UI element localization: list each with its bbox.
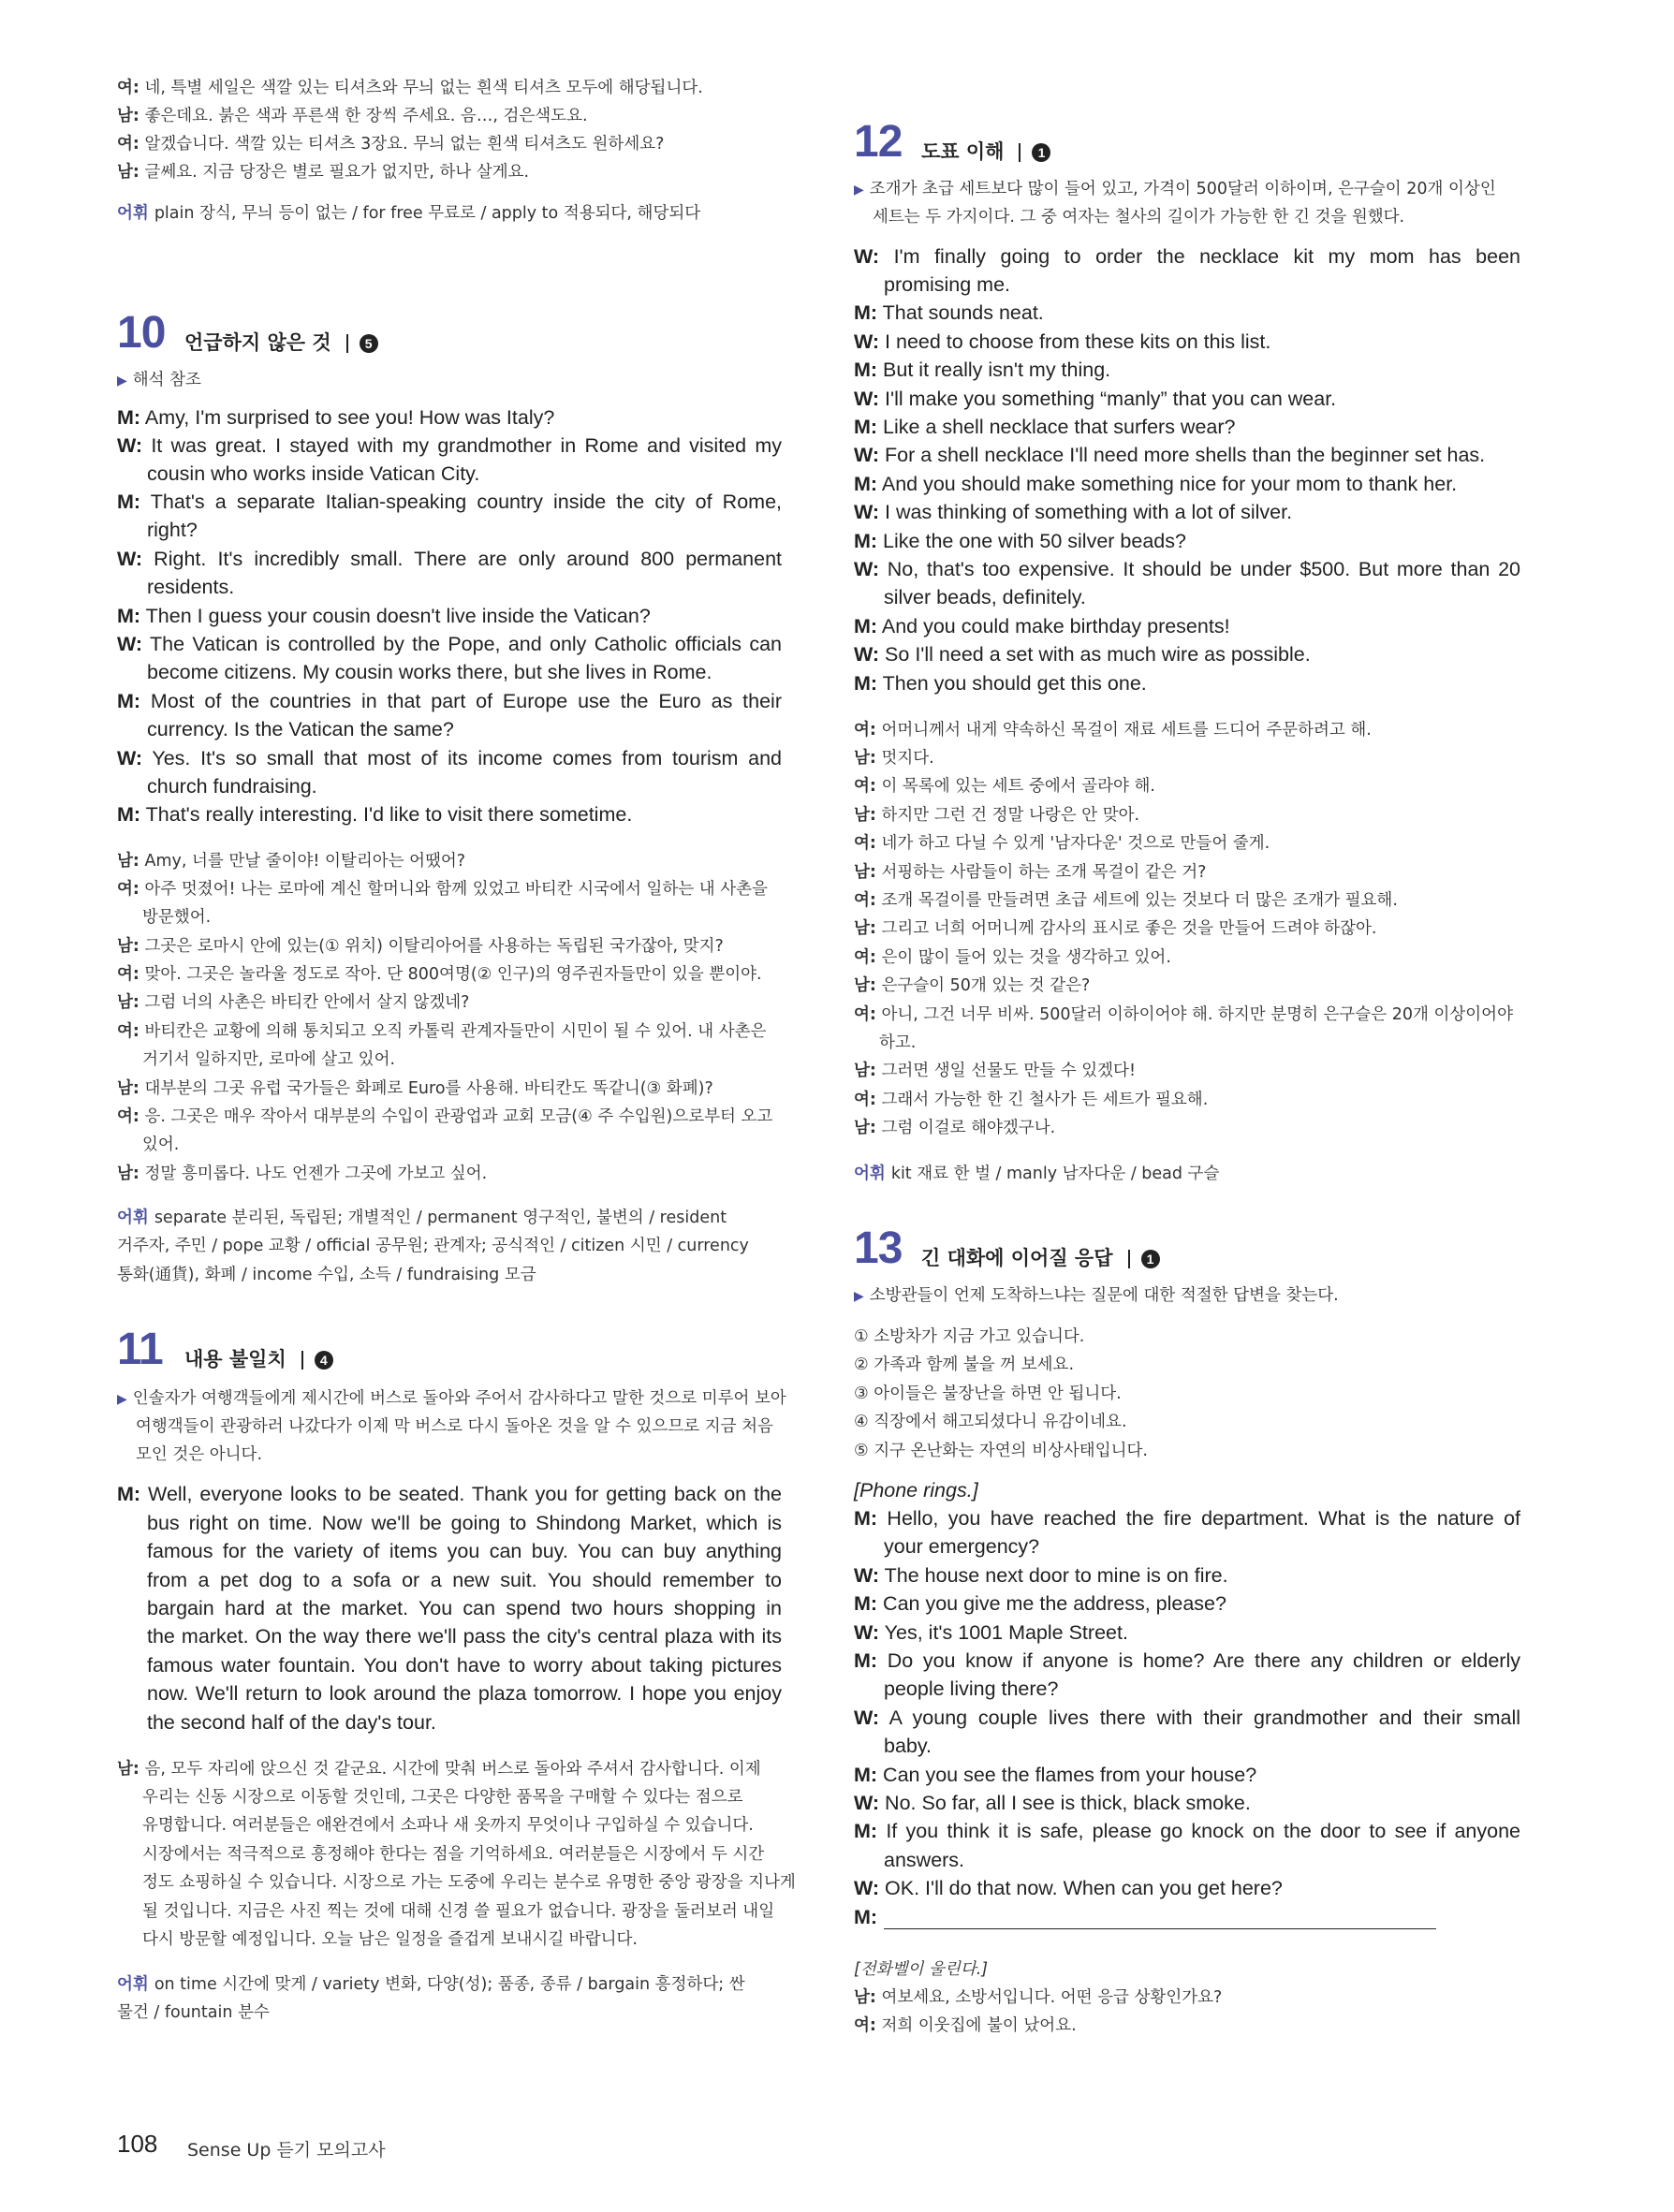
speaker-label: M: <box>854 1649 878 1672</box>
note-text: 조개가 초급 세트보다 많이 들어 있고, 가격이 500달러 이하이며, 은구슬이 20개 이상인 <box>869 180 1496 198</box>
speaker-label: 여: <box>854 721 876 740</box>
speaker-label: M: <box>117 406 141 429</box>
dialogue-line: M: Most of the countries in that part of Europe use the Euro as their <box>117 690 782 712</box>
dialogue-line: W: I'll make you something “manly” that you can wear. <box>854 388 1337 410</box>
translation-line: 여: 알겠습니다. 색깔 있는 티셔츠 3장요. 무늬 없는 흰색 티셔츠도 원하세요? <box>117 135 665 154</box>
dialogue-line: silver beads, definitely. <box>884 586 1086 608</box>
divider <box>346 334 348 353</box>
translation-line: 남: 그럼 이걸로 해야겠구나. <box>854 1119 1056 1137</box>
q12-vocab <box>854 1161 1520 1184</box>
dialogue-line: W: I'm finally going to order the necklace kit my mom has been <box>854 245 1520 268</box>
speaker-label: W: <box>117 747 143 769</box>
answer-blank[interactable] <box>884 1928 1436 1929</box>
question-title: 도표 이해 <box>921 140 1005 163</box>
translation-line: 여: 어머니께서 내게 약속하신 목걸이 재료 세트를 드디어 주문하려고 해. <box>854 721 1372 740</box>
dialogue-line: W: No. So far, all I see is thick, black smoke. <box>854 1792 1251 1814</box>
dialogue-line: currency. Is the Vatican the same? <box>147 718 454 740</box>
q13-header <box>854 1223 1322 1279</box>
page-footer: Sense Up 듣기 모의고사 <box>187 2140 386 2161</box>
dialogue-line: the second half of the day's tour. <box>147 1711 436 1734</box>
question-number: 11 <box>117 1325 163 1374</box>
speaker-label: W: <box>854 444 880 466</box>
speaker-label: 여: <box>854 891 876 910</box>
speaker-label: M: <box>117 690 141 712</box>
dialogue-line: promising me. <box>884 273 1011 296</box>
question-title: 내용 불일치 <box>184 1348 286 1370</box>
answer-badge: 4 <box>315 1351 333 1370</box>
vocab-line <box>117 1971 782 1995</box>
translation-line: 남: 그곳은 로마시 안에 있는(① 위치) 이탈리아어를 사용하는 독립된 국가잖아, 맞지? <box>117 937 724 956</box>
speaker-label: W: <box>854 643 880 666</box>
speaker-label: 남: <box>854 749 876 768</box>
speaker-label: W: <box>117 633 143 655</box>
dialogue-line: W: I was thinking of something with a lot of silver. <box>854 501 1293 523</box>
speaker-label: M: <box>854 416 878 438</box>
vocab-line: 통화(通貨), 화폐 / income 수입, 소득 / fundraising 모금 <box>117 1266 536 1284</box>
dialogue-line: famous for the variety of items you can buy. You can buy anything <box>147 1540 782 1562</box>
option-item: ⑤ 지구 온난화는 자연의 비상사태입니다. <box>854 1442 1148 1460</box>
dialogue-line: people living there? <box>884 1677 1059 1700</box>
dialogue-line: W: Yes. It's so small that most of its income comes from tourism and <box>117 747 782 769</box>
speaker-label: W: <box>854 245 880 268</box>
dialogue-line: M: Can you give me the address, please? <box>854 1592 1226 1615</box>
note-text: 세트는 두 가지이다. 그 중 여자는 철사의 길이가 가능한 한 긴 것을 원했다. <box>873 208 1405 227</box>
vocab-tag: 어휘 <box>117 204 149 223</box>
divider <box>1128 1250 1130 1268</box>
speaker-label: 여: <box>854 1091 876 1109</box>
speaker-label: 남: <box>117 107 140 125</box>
speaker-label: M: <box>854 672 878 695</box>
speaker-label: W: <box>854 1621 880 1644</box>
translation-line: 남: 대부분의 그곳 유럽 국가들은 화폐로 Euro를 사용해. 바티칸도 똑같니(③ 화폐)? <box>117 1079 713 1098</box>
speaker-label: 남: <box>117 1079 140 1098</box>
dialogue-line: the market. On the way there we'll pass the city's central plaza with its <box>147 1625 782 1648</box>
translation-line: 남: 글쎄요. 지금 당장은 별로 필요가 없지만, 하나 살게요. <box>117 163 530 182</box>
translation-line: 여: 아주 멋졌어! 나는 로마에 계신 할머니와 함께 있었고 바티칸 시국에서 일하는 내 사촌을 <box>117 880 768 899</box>
question-title: 긴 대화에 이어질 응답 <box>921 1247 1113 1269</box>
speaker-label: M: <box>854 1764 878 1786</box>
vocab-text: on time 시간에 맞게 / variety 변화, 다양(성); 품종, 종류 / bargain 흥정하다; 싼 <box>154 1975 745 1994</box>
speaker-label: 여: <box>117 135 140 154</box>
translation-line: 정도 쇼핑하실 수 있습니다. 시장으로 가는 도중에 우리는 분수로 유명한 중앙 광장을 지나게 <box>142 1873 796 1892</box>
speaker-label: W: <box>854 1564 880 1587</box>
speaker-label: W: <box>854 388 880 410</box>
q13-note <box>854 1282 1520 1306</box>
speaker-label: 여: <box>854 834 876 853</box>
translation-line: 남: 그러면 생일 선물도 만들 수 있겠다! <box>854 1062 1136 1080</box>
translation-line: 여: 은이 많이 들어 있는 것을 생각하고 있어. <box>854 948 1171 967</box>
page-number: 108 <box>117 2130 158 2158</box>
dialogue-line: M: Then I guess your cousin doesn't live inside the Vatican? <box>117 605 651 627</box>
translation-line: 우리는 신동 시장으로 이동할 것인데, 그곳은 다양한 품목을 구매할 수 있다는 점으로 <box>142 1788 743 1807</box>
speaker-label: W: <box>854 330 880 353</box>
option-item: ④ 직장에서 해고되셨다니 유감이네요. <box>854 1413 1127 1431</box>
dialogue-line: M: And you should make something nice for your mom to thank her. <box>854 473 1458 495</box>
dialogue-line: become citizens. My cousin works there, but she lives in Rome. <box>147 661 712 683</box>
dialogue-line: church fundraising. <box>147 775 317 798</box>
question-title: 언급하지 않은 것 <box>184 331 331 354</box>
speaker-label: M: <box>854 359 878 381</box>
translation-line: 남: 그럼 너의 사촌은 바티칸 안에서 살지 않겠네? <box>117 993 470 1012</box>
vocab-text: kit 재료 한 벌 / manly 남자다운 / bead 구슬 <box>890 1165 1220 1183</box>
translation-line: 다시 방문할 예정입니다. 오늘 남은 일정을 즐겁게 보내시길 바랍니다. <box>142 1930 638 1949</box>
speaker-label: M: <box>854 1906 878 1928</box>
translation-line: 남: 음, 모두 자리에 앉으신 것 같군요. 시간에 맞춰 버스로 돌아와 주셔서 감사합니다. 이제 <box>117 1760 761 1779</box>
dialogue-line: W: It was great. I stayed with my grandmother in Rome and visited my <box>117 434 782 457</box>
vocab-line: 물건 / fountain 분수 <box>117 2003 270 2022</box>
dialogue-line: from a pet dog to a sofa or a new suit. You should remember to <box>147 1569 782 1591</box>
vocab-line: 거주자, 주민 / pope 교황 / official 공무원; 관계자; 공식적인 / citizen 시민 / currency <box>117 1237 749 1255</box>
speaker-label: 남: <box>854 976 876 995</box>
dialogue-line: W: OK. I'll do that now. When can you get here? <box>854 1877 1283 1899</box>
option-item: ③ 아이들은 불장난을 하면 안 됩니다. <box>854 1384 1122 1403</box>
note-text: 여행객들이 관광하러 나갔다가 이제 막 버스로 다시 돌아온 것을 알 수 있으므로 지금 처음 <box>136 1417 773 1436</box>
translation-line: 유명합니다. 여러분들은 애완견에서 소파나 새 옷까지 무엇이나 구입하실 수 있습니다. <box>142 1816 754 1835</box>
question-number: 12 <box>854 117 903 167</box>
note-text: 모인 것은 아니다. <box>136 1445 263 1464</box>
answer-badge: 1 <box>1032 143 1050 162</box>
note-text: 소방관들이 언제 도착하느냐는 질문에 대한 적절한 답변을 찾는다. <box>869 1286 1339 1305</box>
speaker-label: W: <box>117 434 143 457</box>
q11-header <box>117 1327 492 1380</box>
translation-line: 시장에서는 적극적으로 흥정해야 한다는 점을 기억하세요. 여러분들은 시장에서 두 시간 <box>142 1845 765 1864</box>
triangle-icon: ▶ <box>117 374 127 388</box>
dialogue-line: your emergency? <box>884 1535 1040 1558</box>
translation-line: 여: 아니, 그건 너무 비싸. 500달러 이하이어야 해. 하지만 분명히 은구슬은 20개 이상이어야 <box>854 1005 1513 1024</box>
translation-line: 남: 정말 흥미롭다. 나도 언젠가 그곳에 가보고 싶어. <box>117 1165 488 1183</box>
dialogue-line: M: Like a shell necklace that surfers wear? <box>854 416 1236 438</box>
dialogue-line: W: So I'll need a set with as much wire as possible. <box>854 643 1311 666</box>
speaker-label: 여: <box>854 1005 876 1024</box>
speaker-label: 여: <box>117 1022 140 1041</box>
translation-line: 여: 응. 그곳은 매우 작아서 대부분의 수입이 관광업과 교회 모금(④ 주 수입원)으로부터 오고 <box>117 1107 773 1126</box>
translation-line: 여: 조개 목걸이를 만들려면 초급 세트에 있는 것보다 더 많은 조개가 필요해. <box>854 891 1398 910</box>
dialogue-line: W: The house next door to mine is on fire. <box>854 1564 1228 1587</box>
triangle-icon: ▶ <box>117 1392 127 1407</box>
translation-line: 여: 이 목록에 있는 세트 중에서 골라야 해. <box>854 777 1155 796</box>
translation-line: 남: 은구슬이 50개 있는 것 같은? <box>854 976 1091 995</box>
dialogue-line: M: That's a separate Italian-speaking country inside the city of Rome, <box>117 491 782 513</box>
q10-note <box>117 367 782 390</box>
answer-badge: 5 <box>360 334 378 353</box>
divider <box>301 1351 303 1370</box>
question-number: 10 <box>117 308 166 358</box>
translation-line: 여: 저희 이웃집에 불이 났어요. <box>854 2016 1077 2035</box>
dialogue-line: M: That sounds neat. <box>854 301 1044 324</box>
vocab-tag: 어휘 <box>854 1165 886 1183</box>
option-item: ② 가족과 함께 불을 꺼 보세요. <box>854 1355 1075 1374</box>
dialogue-line: famous water fountain. You don't have to worry about taking pictures <box>147 1654 782 1677</box>
dialogue-line: W: I need to choose from these kits on this list. <box>854 330 1271 353</box>
speaker-label: 여: <box>117 880 140 899</box>
speaker-label: 남: <box>117 852 140 871</box>
dialogue-line: M: Well, everyone looks to be seated. Thank you for getting back on the <box>117 1483 782 1505</box>
dialogue-line: baby. <box>884 1735 932 1757</box>
translation-line: 여: 맞아. 그곳은 놀라울 정도로 작아. 단 800여명(② 인구)의 영주권자들만이 있을 뿐이야. <box>117 965 762 984</box>
speaker-label: 남: <box>854 863 876 882</box>
vocab-tag: 어휘 <box>117 1975 149 1994</box>
speaker-label: 남: <box>854 1119 876 1137</box>
speaker-label: W: <box>854 501 880 523</box>
dialogue-line: bus right on time. Now we'll be going to Shindong Market, which is <box>147 1512 782 1534</box>
q10-header <box>117 308 492 363</box>
vocab-text: separate 분리된, 독립된; 개별적인 / permanent 영구적인, 불변의 / resident <box>154 1209 727 1227</box>
speaker-label: M: <box>854 473 878 495</box>
speaker-label: 여: <box>854 2016 876 2035</box>
translation-line: 있어. <box>142 1135 180 1154</box>
speaker-label: 남: <box>854 806 876 825</box>
dialogue-line: M: Hello, you have reached the fire department. What is the nature of <box>854 1507 1520 1530</box>
speaker-label: 남: <box>117 1760 140 1779</box>
speaker-label: 남: <box>117 163 140 182</box>
dialogue-line: residents. <box>147 576 235 598</box>
dialogue-line: M: Then you should get this one. <box>854 672 1147 695</box>
translation-line: 여: 네, 특별 세일은 색깔 있는 티셔츠와 무늬 없는 흰색 티셔츠 모두에 해당됩니다. <box>117 79 703 97</box>
dialogue-line: M: Can you see the flames from your house? <box>854 1764 1257 1786</box>
vocab-text: plain 장식, 무늬 등이 없는 / for free 무료로 / apply to 적용되다, 해당되다 <box>154 204 701 223</box>
speaker-label: 남: <box>854 919 876 938</box>
triangle-icon: ▶ <box>854 1289 864 1304</box>
dialogue-line: cousin who works inside Vatican City. <box>147 462 480 485</box>
speaker-label: M: <box>854 301 878 324</box>
translation-line: 방문했어. <box>142 908 212 927</box>
speaker-label: 여: <box>117 79 140 97</box>
speaker-label: 여: <box>854 948 876 967</box>
translation-line: 남: Amy, 너를 만날 줄이야! 이탈리아는 어땠어? <box>117 852 466 871</box>
dialogue-line: M: Like the one with 50 silver beads? <box>854 530 1186 552</box>
speaker-label: M: <box>117 491 141 513</box>
divider <box>1019 143 1021 162</box>
translation-line: 남: 여보세요, 소방서입니다. 어떤 응급 상황인가요? <box>854 1988 1223 2007</box>
dialogue-line: W: Right. It's incredibly small. There are only around 800 permanent <box>117 548 782 570</box>
dialogue-line: answers. <box>884 1849 965 1871</box>
translation-line: 하고. <box>879 1033 917 1052</box>
speaker-label: 남: <box>117 1165 140 1183</box>
translation-line: 남: 서핑하는 사람들이 하는 조개 목걸이 같은 거? <box>854 863 1207 882</box>
speaker-label: 남: <box>854 1988 876 2007</box>
speaker-label: W: <box>854 1707 880 1729</box>
translation-line: 남: 그리고 너희 어머니께 감사의 표시로 좋은 것을 만들어 드려야 하잖아. <box>854 919 1377 938</box>
dialogue-line: bargain hard at the market. You can spend two hours shopping in <box>147 1597 782 1619</box>
speaker-label: W: <box>854 558 880 580</box>
vocab-line <box>117 1205 782 1228</box>
vocab-line <box>117 200 782 224</box>
speaker-label: 여: <box>854 777 876 796</box>
speaker-label: W: <box>854 1877 880 1899</box>
speaker-label: M: <box>854 1820 878 1842</box>
dialogue-line: M: If you think it is safe, please go knock on the door to see if anyone <box>854 1820 1520 1842</box>
translation-line: 남: 좋은데요. 붉은 색과 푸른색 한 장씩 주세요. 음…, 검은색도요. <box>117 107 588 125</box>
speaker-label: M: <box>854 615 878 637</box>
dialogue-line: W: No, that's too expensive. It should be under $500. But more than 20 <box>854 558 1520 580</box>
option-item: ① 소방차가 지금 가고 있습니다. <box>854 1327 1085 1346</box>
dialogue-line: M: Do you know if anyone is home? Are there any children or elderly <box>854 1649 1520 1672</box>
note-text: 인솔자가 여행객들에게 제시간에 버스로 돌아와 주어서 감사하다고 말한 것으로 미루어 보아 <box>132 1389 786 1408</box>
speaker-label: 남: <box>117 937 140 956</box>
vocab-tag: 어휘 <box>117 1209 149 1227</box>
q12-header <box>854 117 1228 172</box>
translation-line: 여: 네가 하고 다닐 수 있게 '남자다운' 것으로 만들어 줄게. <box>854 834 1270 853</box>
speaker-label: M: <box>117 1483 141 1505</box>
stage-direction: [Phone rings.] <box>854 1479 978 1502</box>
translation-line: 남: 하지만 그런 건 정말 나랑은 안 맞아. <box>854 806 1140 825</box>
question-number: 13 <box>854 1223 903 1273</box>
note-text: 해석 참조 <box>132 371 201 389</box>
dialogue-line <box>854 1906 1520 1929</box>
translation-line: 될 것입니다. 지금은 사진 찍는 것에 대해 신경 쓸 필요가 없습니다. 광장을 둘러보러 내일 <box>142 1902 775 1921</box>
dialogue-line: W: A young couple lives there with their grandmother and their small <box>854 1707 1520 1729</box>
translation-line: 남: 멋지다. <box>854 749 934 768</box>
triangle-icon: ▶ <box>854 183 864 198</box>
stage-direction: [전화벨이 울린다.] <box>854 1960 989 1979</box>
dialogue-line: right? <box>147 519 198 541</box>
dialogue-line: M: But it really isn't my thing. <box>854 359 1111 381</box>
speaker-label: M: <box>854 530 878 552</box>
translation-line: 여: 그래서 가능한 한 긴 철사가 든 세트가 필요해. <box>854 1091 1209 1109</box>
speaker-label: 여: <box>117 1107 140 1126</box>
speaker-label: M: <box>117 803 141 826</box>
speaker-label: 여: <box>117 965 140 984</box>
dialogue-line: W: The Vatican is controlled by the Pope, and only Catholic officials can <box>117 633 782 655</box>
translation-line: 거기서 일하지만, 로마에 살고 있어. <box>142 1050 396 1069</box>
speaker-label: M: <box>117 605 141 627</box>
dialogue-line: M: That's really interesting. I'd like to visit there sometime. <box>117 803 633 826</box>
dialogue-line: W: For a shell necklace I'll need more shells than the beginner set has. <box>854 444 1486 466</box>
speaker-label: M: <box>854 1592 878 1615</box>
speaker-label: 남: <box>854 1062 876 1080</box>
speaker-label: W: <box>854 1792 880 1814</box>
speaker-label: W: <box>117 548 143 570</box>
dialogue-line: M: And you could make birthday presents! <box>854 615 1230 637</box>
dialogue-line: M: Amy, I'm surprised to see you! How was Italy? <box>117 406 555 429</box>
translation-line: 여: 바티칸은 교황에 의해 통치되고 오직 카톨릭 관계자들만이 시민이 될 수 있어. 내 사촌은 <box>117 1022 767 1041</box>
speaker-label: 남: <box>117 993 140 1012</box>
speaker-label: M: <box>854 1507 878 1530</box>
dialogue-line: W: Yes, it's 1001 Maple Street. <box>854 1621 1128 1644</box>
dialogue-line: now. We'll return to look around the plaza tomorrow. I hope you enjoy <box>147 1682 782 1705</box>
answer-badge: 1 <box>1141 1250 1160 1268</box>
